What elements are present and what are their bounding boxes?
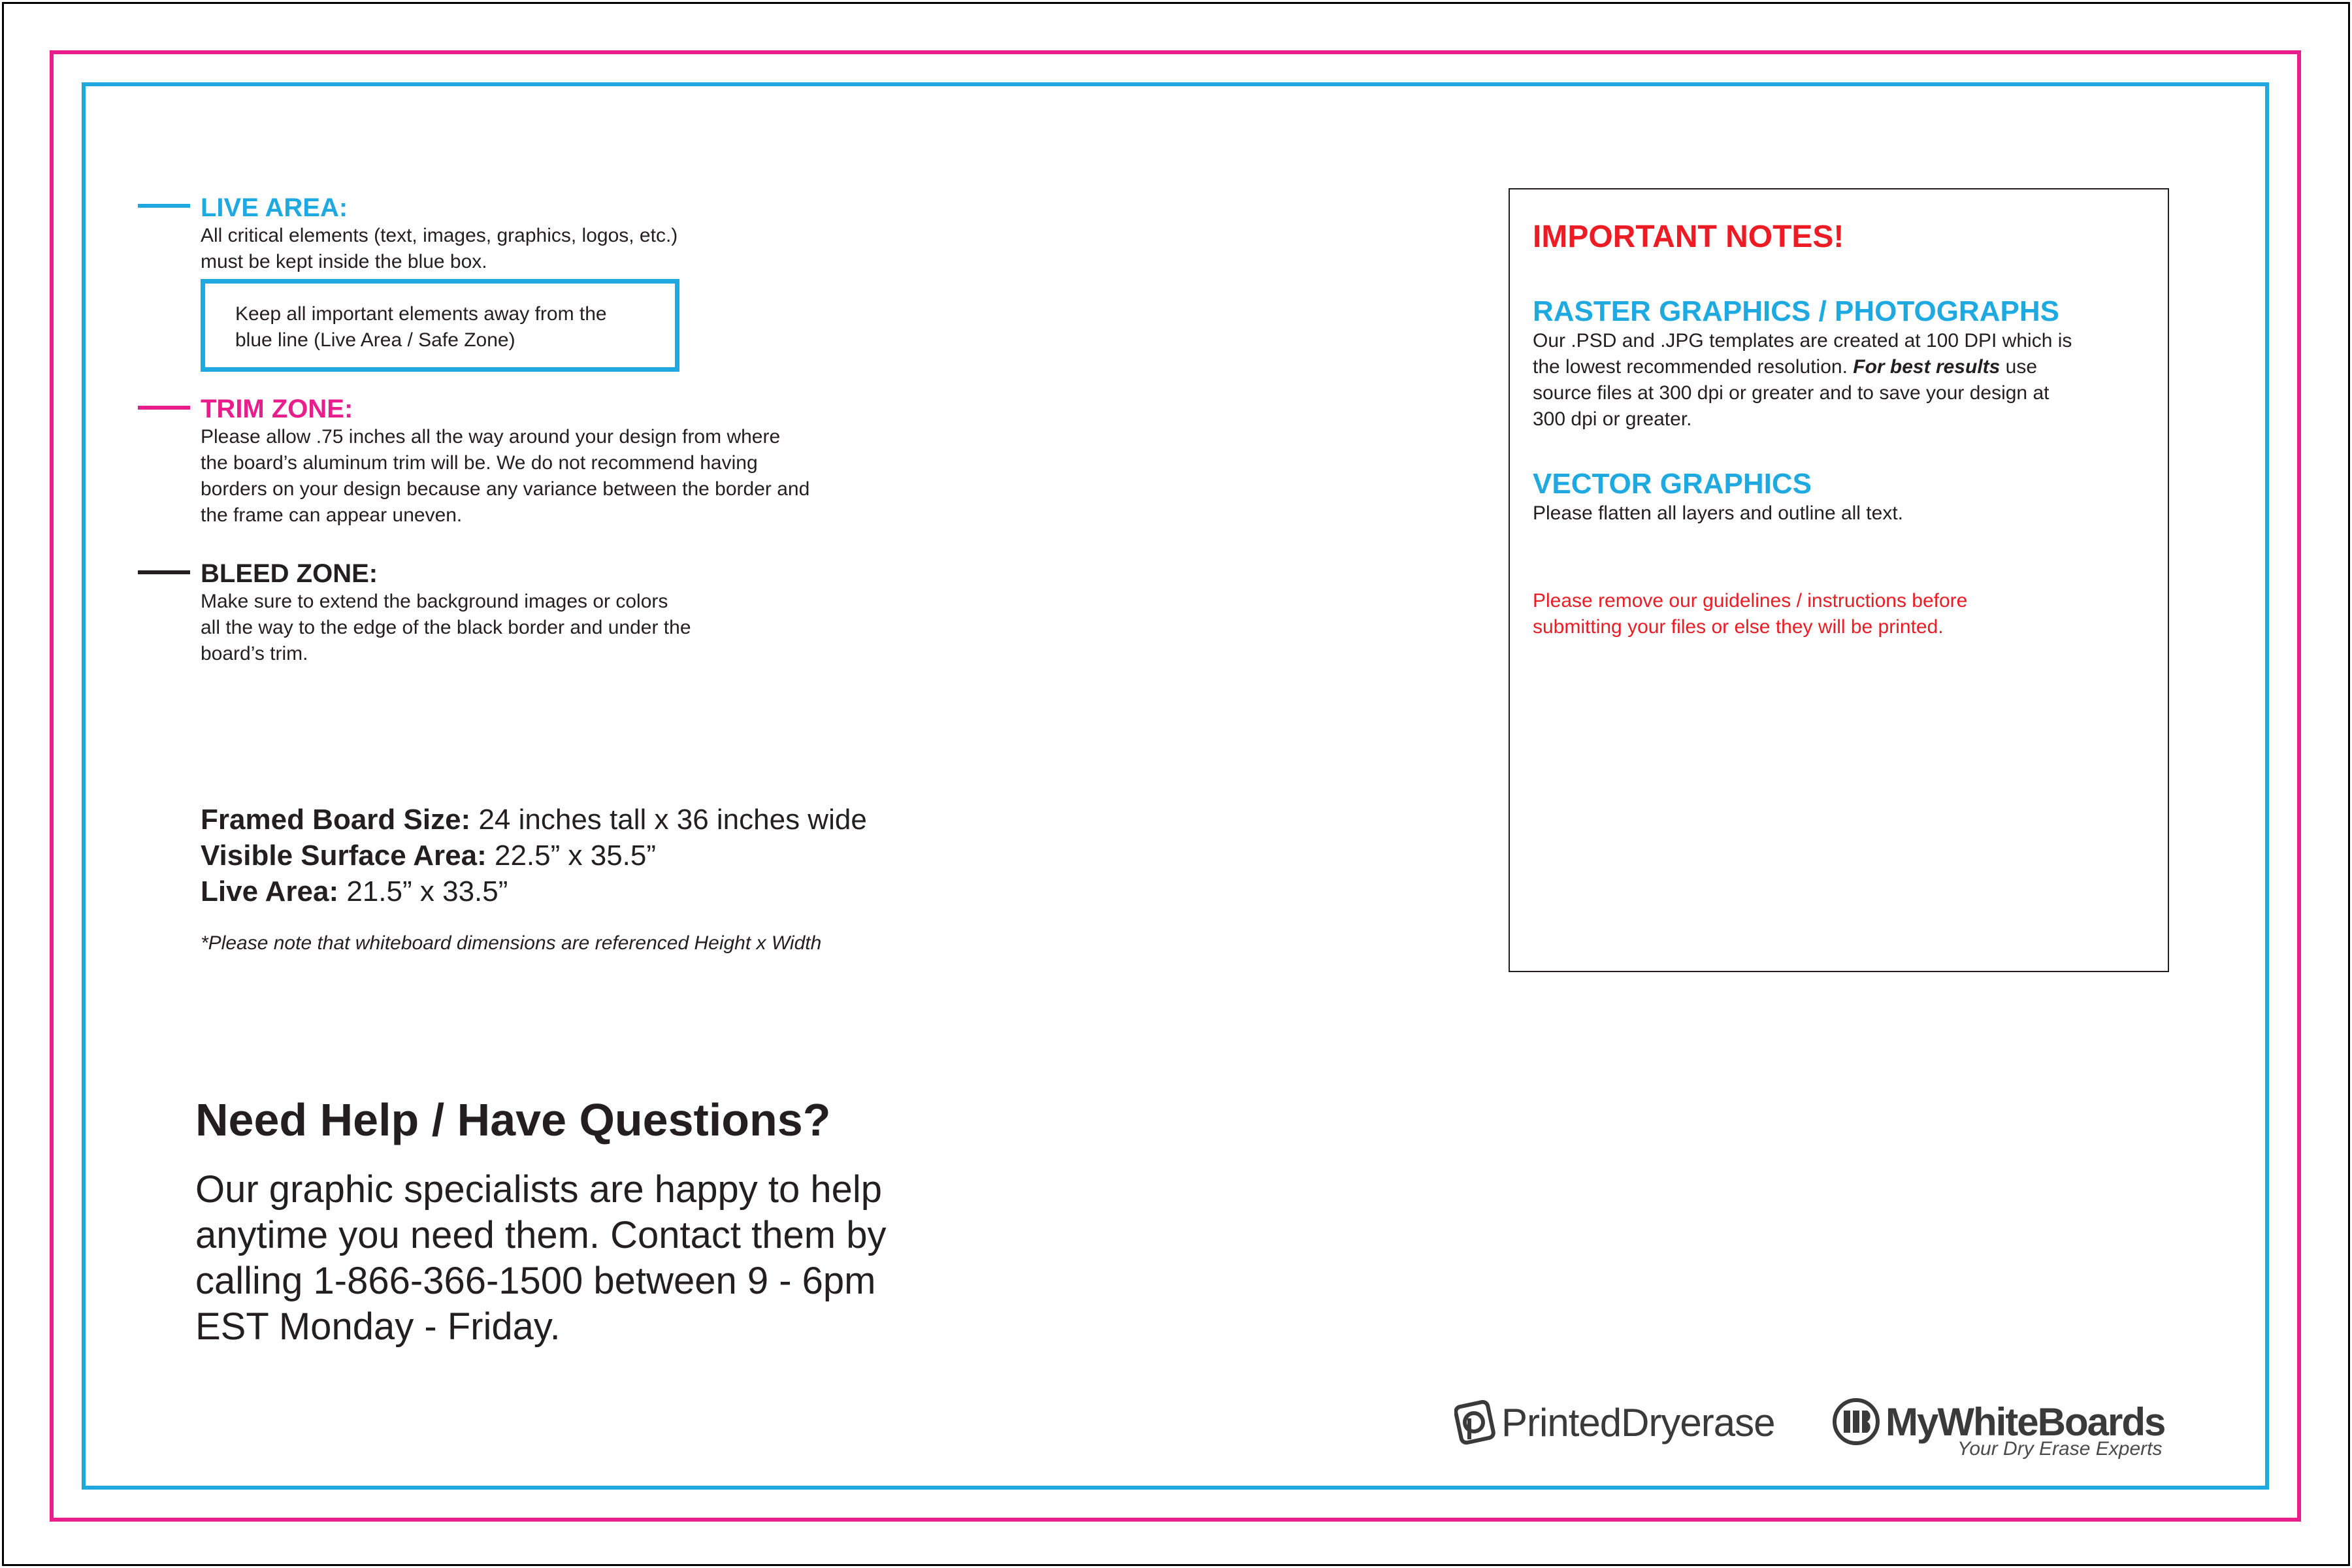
bleed-zone-heading: BLEED ZONE: — [201, 559, 378, 588]
raster-line: the lowest recommended resolution. For best results use — [1533, 356, 2038, 378]
raster-line: source files at 300 dpi or greater and to save your design at — [1533, 382, 2050, 404]
trim-zone-line: borders on your design because any variance between the border and — [201, 478, 810, 500]
live-area-size: Live Area: 21.5” x 33.5” — [201, 875, 508, 907]
help-line: anytime you need them. Contact them by — [195, 1214, 887, 1256]
framed-board-size: Framed Board Size: 24 inches tall x 36 inches wide — [201, 804, 867, 836]
raster-line: 300 dpi or greater. — [1533, 408, 1692, 430]
printed-dryerase-logo — [1454, 1396, 1775, 1448]
help-line: Our graphic specialists are happy to help — [195, 1168, 883, 1211]
bleed-zone-description — [201, 589, 691, 667]
help-title: Need Help / Have Questions? — [195, 1094, 831, 1145]
help-line: EST Monday - Friday. — [195, 1305, 561, 1348]
bleed-zone-line: all the way to the edge of the black border and under the — [201, 617, 691, 638]
safe-zone-line: Keep all important elements away from the — [235, 303, 607, 325]
bleed-zone-line: Make sure to extend the background images or colors — [201, 591, 668, 612]
trim-zone-line: the frame can appear uneven. — [201, 504, 463, 526]
mywhiteboards-logo — [1831, 1396, 2165, 1460]
live-area-legend-line — [138, 204, 190, 208]
mywhiteboards-tagline: Your Dry Erase Experts — [1957, 1438, 2163, 1460]
mywhiteboards-wordmark: MyWhiteBoards — [1886, 1399, 2165, 1444]
trim-zone-heading: TRIM ZONE: — [201, 395, 353, 423]
vector-graphics-text: Please flatten all layers and outline all text. — [1533, 502, 1903, 524]
help-line: calling 1-866-366-1500 between 9 - 6pm — [195, 1260, 876, 1302]
safe-zone-line: blue line (Live Area / Safe Zone) — [235, 329, 515, 351]
trim-zone-line: the board’s aluminum trim will be. We do not recommend having — [201, 452, 758, 474]
printed-dryerase-wordmark: PrintedDryerase — [1501, 1400, 1775, 1445]
live-area-heading: LIVE AREA: — [201, 193, 348, 222]
bleed-zone-line: board’s trim. — [201, 643, 308, 664]
live-area-description — [201, 223, 678, 275]
live-area-line: must be kept inside the blue box. — [201, 251, 487, 272]
visible-surface-area: Visible Surface Area: 22.5” x 35.5” — [201, 840, 657, 872]
help-body — [195, 1167, 947, 1350]
trim-zone-description — [201, 424, 809, 529]
mywhiteboards-logo-icon — [1831, 1396, 1882, 1447]
live-area-line: All critical elements (text, images, graphics, logos, etc.) — [201, 225, 678, 246]
printed-dryerase-logo-icon — [1454, 1399, 1497, 1446]
board-dimensions — [201, 802, 867, 909]
vector-graphics-heading: VECTOR GRAPHICS — [1533, 468, 1812, 500]
trim-zone-legend-line — [138, 406, 190, 410]
raster-line: Our .PSD and .JPG templates are created at 100 DPI which is — [1533, 330, 2072, 351]
remove-guidelines-warning — [1533, 588, 2147, 640]
bleed-zone-legend-line — [138, 570, 190, 574]
safe-zone-example-text — [235, 301, 607, 353]
important-notes-title: IMPORTANT NOTES! — [1533, 220, 1844, 254]
raster-graphics-text — [1533, 328, 2147, 433]
raster-graphics-heading: RASTER GRAPHICS / PHOTOGRAPHS — [1533, 295, 2059, 327]
dimensions-note: *Please note that whiteboard dimensions are referenced Height x Width — [201, 932, 822, 954]
warning-line: Please remove our guidelines / instructions before — [1533, 590, 1968, 612]
trim-zone-line: Please allow .75 inches all the way around your design from where — [201, 426, 781, 448]
warning-line: submitting your files or else they will be printed. — [1533, 616, 1944, 638]
